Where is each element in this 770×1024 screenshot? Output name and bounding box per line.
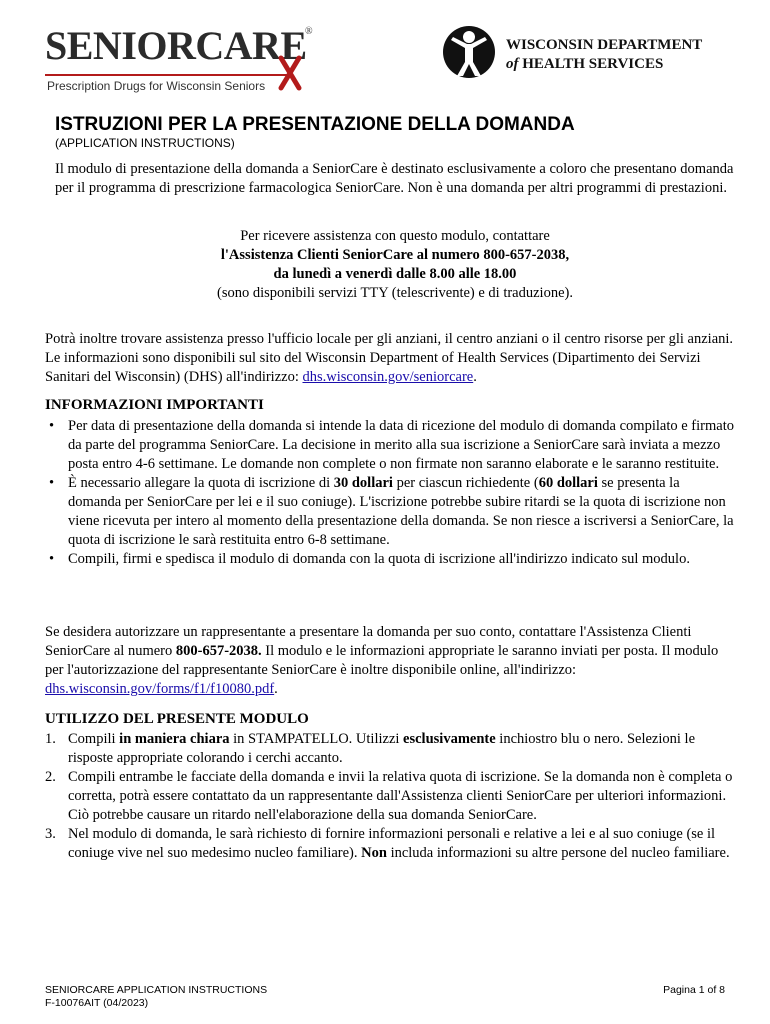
list-item — [45, 825, 735, 863]
fee-60: 60 dollari — [538, 475, 598, 491]
usage-heading: UTILIZZO DEL PRESENTE MODULO — [45, 711, 309, 727]
list-item — [45, 417, 735, 474]
dhs-of: of — [506, 56, 519, 72]
usage-1-c: in STAMPATELLO. Utilizzi — [229, 731, 404, 747]
assistance-block — [45, 227, 745, 303]
dhs-logo-text — [506, 36, 702, 74]
footer-form-number: F-10076AIT (04/2023) — [45, 997, 149, 1009]
list-item — [45, 550, 735, 569]
assistance-line3: da lunedì a venerdì dalle 8.00 alle 18.00 — [273, 266, 517, 282]
bullet-icon: • — [49, 418, 55, 434]
representative-text-b: Il modulo e le informazioni appropriate le saranno inviati per posta. Il modulo per l'autorizzazione del rappresentante SeniorCare è inoltre disponibile online, all'indirizzo: — [45, 643, 719, 678]
intro-paragraph: Il modulo di presentazione della domanda a SeniorCare è destinato esclusivamente a coloro che presentano domanda per il programma di prescrizione farmacologica SeniorCare. Non è una domanda per altri programmi di prestazioni. — [55, 161, 734, 196]
seniorcare-logo — [45, 24, 315, 96]
assistance-line1: Per ricevere assistenza con questo modulo, contattare — [240, 228, 550, 244]
important-heading: INFORMAZIONI IMPORTANTI — [45, 397, 264, 413]
item-number: 1. — [45, 731, 56, 747]
page-title: ISTRUZIONI PER LA PRESENTAZIONE DELLA DOMANDA — [55, 114, 575, 135]
local-help-text: Potrà inoltre trovare assistenza presso l'ufficio locale per gli anziani, il centro anziani o il centro risorse per gli anziani. Le informazioni sono disponibili sul sito del Wisconsin Department of Health Services (Dipartimento dei Servizi Sanitari del Wisconsin) (DHS) all'indirizzo: — [45, 331, 734, 385]
seniorcare-tagline: Prescription Drugs for Wisconsin Seniors — [47, 79, 266, 93]
dhs-line1: WISCONSIN DEPARTMENT — [506, 37, 703, 53]
usage-3-a: Nel modulo di domanda, le sarà richiesto di fornire informazioni personali e relative a lei e al suo coniuge (se il coniuge vive nel suo medesimo nucleo familiare). — [68, 826, 716, 861]
dhs-figure-icon — [443, 24, 495, 80]
important-bullet-2-c: per ciascun richiedente ( — [392, 475, 539, 491]
rx-icon — [277, 52, 317, 92]
list-item — [45, 730, 735, 768]
usage-3-b: Non — [361, 845, 387, 861]
seniorcare-logo-title: SENIORCARE — [45, 23, 307, 68]
bullet-icon: • — [49, 475, 55, 491]
representative-paragraph — [45, 623, 735, 699]
page-subtitle: (APPLICATION INSTRUCTIONS) — [55, 136, 235, 150]
representative-end: . — [274, 681, 278, 697]
important-bullet-3: Compili, firmi e spedisca il modulo di domanda con la quota di iscrizione all'indirizzo indicato sul modulo. — [68, 551, 690, 567]
assistance-line2: l'Assistenza Clienti SeniorCare al numero 800-657-2038, — [220, 247, 570, 263]
fee-30: 30 dollari — [333, 475, 393, 491]
page-number: Pagina 1 of 8 — [663, 984, 725, 996]
registered-mark-icon: ® — [305, 26, 313, 37]
usage-1-d: esclusivamente — [403, 731, 496, 747]
local-help-paragraph — [45, 330, 735, 387]
usage-1-b: in maniera chiara — [119, 731, 230, 747]
dhs-line2: HEALTH SERVICES — [522, 56, 664, 72]
important-list — [45, 417, 735, 569]
item-number: 3. — [45, 826, 56, 842]
assistance-line4: (sono disponibili servizi TTY (telescrivente) e di traduzione). — [217, 285, 573, 301]
seniorcare-website-link[interactable]: dhs.wisconsin.gov/seniorcare — [302, 369, 474, 385]
usage-1-a: Compili — [68, 731, 120, 747]
item-number: 2. — [45, 769, 56, 785]
bullet-icon: • — [49, 551, 55, 567]
important-bullet-1: Per data di presentazione della domanda si intende la data di ricezione del modulo di domanda compilato e firmato da parte del programma SeniorCare. La decisione in merito alla sua iscrizione a SeniorCare sarà inviata a mezzo posta entro 4-6 settimane. Le domande non complete o non firmate non saranno elaborate e le saranno restituite. — [68, 418, 734, 472]
important-bullet-2-e: se presenta la domanda per SeniorCare per lei e il suo coniuge). L'iscrizione potrebbe subire ritardi se la quota di iscrizione non viene ricevuta per intero al momento della presentazione della domanda. Se non riesce a iscriversi a SeniorCare, la quota di iscrizione le sarà restituita entro 6-8 settimane. — [68, 475, 734, 548]
footer-form-title: SENIORCARE APPLICATION INSTRUCTIONS — [45, 984, 268, 996]
list-item — [45, 474, 735, 550]
footer-left — [45, 984, 267, 1010]
usage-3-c: includa informazioni su altre persone del nucleo familiare. — [386, 845, 730, 861]
local-help-end: . — [473, 369, 477, 385]
important-bullet-2-a: È necessario allegare la quota di iscrizione di — [68, 475, 334, 491]
list-item — [45, 768, 735, 825]
usage-1-e: inchiostro blu o nero. Selezioni le risposte appropriate colorando i cerchi accanto. — [68, 731, 696, 766]
logo-divider — [45, 74, 291, 76]
representative-form-link[interactable]: dhs.wisconsin.gov/forms/f1/f10080.pdf — [45, 681, 275, 697]
representative-phone: 800-657-2038. — [175, 643, 262, 659]
representative-text-a: Se desidera autorizzare un rappresentante a presentare la domanda per suo conto, contattare l'Assistenza Clienti SeniorCare al numero — [45, 624, 692, 659]
usage-2: Compili entrambe le facciate della domanda e invii la relativa quota di iscrizione. Se la domanda non è completa o corretta, potrà essere contattato da un rappresentante dall'Assistenza clienti SeniorCare per ulteriori informazioni. Ciò potrebbe causare un ritardo nell'elaborazione della sua domanda SeniorCare. — [68, 769, 733, 823]
usage-list — [45, 730, 735, 863]
